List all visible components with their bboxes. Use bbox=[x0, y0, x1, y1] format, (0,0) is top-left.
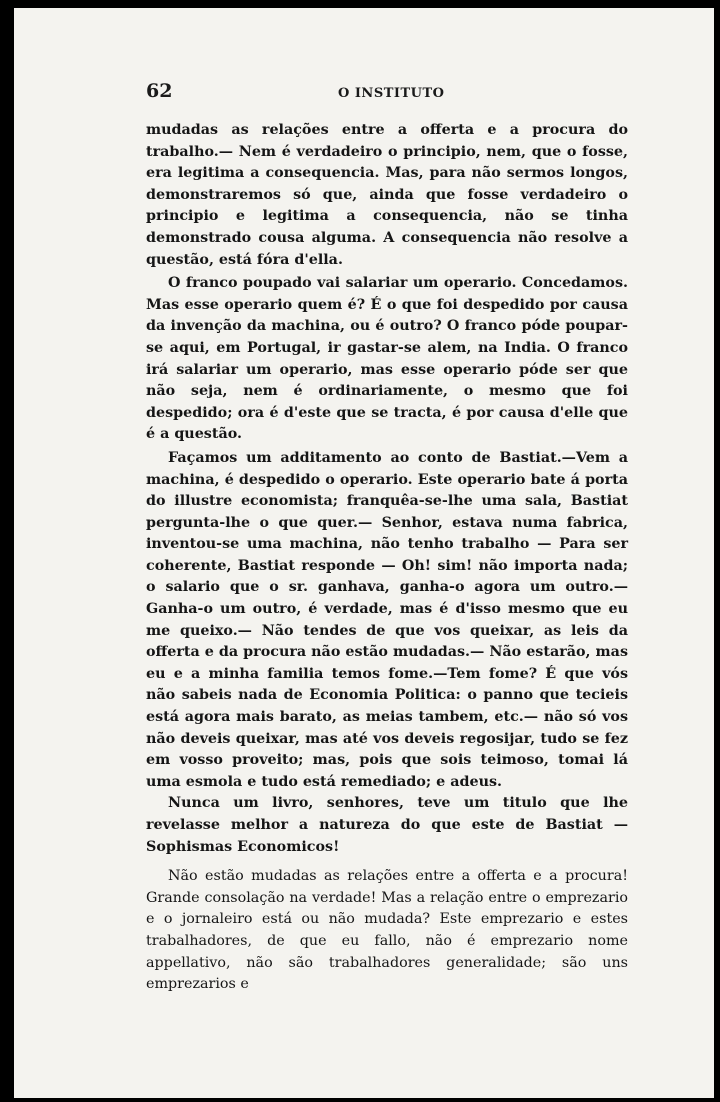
body-text bbox=[146, 120, 628, 996]
page-header bbox=[146, 80, 636, 104]
document-page bbox=[14, 8, 714, 1098]
paragraph-1: mudadas as relações entre a offerta e a procura do trabalho.— Nem é verdadeiro o principio, nem, que o fosse, era legitima a consequencia. Mas, para não sermos longos, demonstraremos só que, ainda que fosse verdadeiro o principio e legitima a consequencia, não se tinha demonstrado cousa alguma. A consequencia não resolve a questão, está fóra d'ella. bbox=[146, 122, 628, 268]
paragraph-3: Façamos um additamento ao conto de Bastiat.—Vem a machina, é despedido o operario. Este operario bate á porta do illustre economista; franquêa-se-lhe uma sala, Bastiat pergunta-lhe o que quer.— Senhor, estava numa fabrica, inventou-se uma machina, não tenho trabalho — Para ser coherente, Bastiat responde — Oh! sim! não importa nada; o salario que o sr. ganhava, ganha-o agora um outro.— Ganha-o um outro, é verdade, mas é d'isso mesmo que eu me queixo.— Não tendes de que vos queixar, as leis da offerta e da procura não estão mudadas.— Não estarão, mas eu e a minha familia temos fome.—Tem fome? É que vós não sabeis nada de Economia Politica: o panno que tecieis está agora mais barato, as meias tambem, etc.— não só vos não deveis queixar, mas até vos deveis regosijar, tudo se fez em vosso proveito; mas, pois que sois teimoso, tomai lá uma esmola e tudo está remediado; e adeus. bbox=[146, 449, 628, 790]
paragraph-4: Nunca um livro, senhores, teve um titulo que lhe revelasse melhor a natureza do que este de Bastiat — Sophismas Economicos! bbox=[146, 795, 628, 855]
paragraph-2: O franco poupado vai salariar um operario. Concedamos. Mas esse operario quem é? É o que foi despedido por causa da invenção da machina, ou é outro? O franco póde poupar-se aqui, em Portugal, ir gastar-se alem, na India. O franco irá salariar um operario, mas esse operario póde ser que não seja, nem é ordinariamente, o mesmo que foi despedido; ora é d'este que se tracta, é por causa d'elle que é a questão. bbox=[146, 275, 628, 443]
paragraph-5: Não estão mudadas as relações entre a offerta e a procura! Grande consolação na verdade! Mas a relação entre o emprezario e o jornaleiro está ou não mudada? Este emprezario e estes trabalhadores, de que eu fallo, não é emprezario nome appellativo, não são trabalhadores generalidade; são uns emprezarios e bbox=[146, 868, 628, 993]
running-title: O INSTITUTO bbox=[338, 86, 445, 101]
page-number: 62 bbox=[146, 80, 173, 102]
